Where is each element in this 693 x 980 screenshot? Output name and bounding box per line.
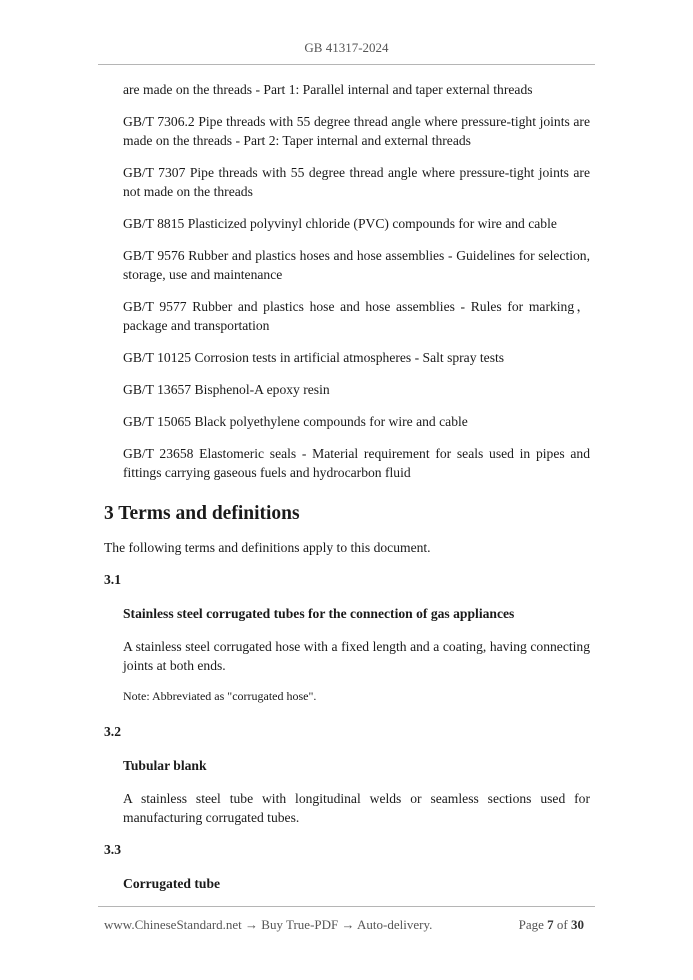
term-definition: A stainless steel tube with longitudinal welds or seamless sections used for manufacturing corrugated tubes. (123, 791, 590, 825)
term-title: Corrugated tube (123, 876, 221, 891)
reference-item: GB/T 9576 Rubber and plastics hoses and hose assemblies - Guidelines for selection, storage, use and maintenance (123, 248, 590, 282)
page-current: 7 (547, 917, 554, 932)
footer-divider (98, 906, 595, 907)
reference-item: GB/T 10125 Corrosion tests in artificial atmospheres - Salt spray tests (123, 350, 505, 365)
page-label: Page (518, 917, 544, 932)
document-header: GB 41317-2024 (304, 40, 389, 55)
footer-source-link[interactable]: www.ChineseStandard.net → Buy True-PDF → Auto-delivery. (104, 917, 433, 932)
reference-item: are made on the threads - Part 1: Parallel internal and taper external threads (123, 82, 533, 97)
reference-item: GB/T 13657 Bisphenol-A epoxy resin (123, 382, 330, 397)
reference-item: GB/T 7306.2 Pipe threads with 55 degree thread angle where pressure-tight joints are made on the threads - Part 2: Taper internal and external threads (123, 114, 590, 148)
page-of: of (556, 917, 568, 932)
term-definition: A stainless steel corrugated hose with a fixed length and a coating, having connecting joints at both ends. (123, 639, 590, 673)
section-intro: The following terms and definitions apply to this document. (104, 540, 431, 555)
section-heading: 3 Terms and definitions (104, 503, 300, 524)
page-indicator (519, 917, 584, 933)
page-body (104, 80, 590, 907)
term-title: Stainless steel corrugated tubes for the connection of gas appliances (123, 606, 515, 621)
reference-item: GB/T 15065 Black polyethylene compounds for wire and cable (123, 414, 468, 429)
reference-item: GB/T 23658 Elastomeric seals - Material requirement for seals used in pipes and fittings carrying gaseous fuels and hydrocarbon fluid (123, 446, 590, 480)
header-divider (98, 64, 595, 65)
term-note: Note: Abbreviated as "corrugated hose". (123, 689, 317, 703)
term-number: 3.1 (104, 572, 121, 587)
page-total: 30 (571, 917, 584, 932)
reference-item: GB/T 9577 Rubber and plastics hose and hose assemblies - Rules for marking，package and transportation (123, 299, 590, 333)
term-title: Tubular blank (123, 758, 207, 773)
reference-item: GB/T 8815 Plasticized polyvinyl chloride (PVC) compounds for wire and cable (123, 216, 557, 231)
reference-item: GB/T 7307 Pipe threads with 55 degree thread angle where pressure-tight joints are not made on the threads (123, 165, 590, 199)
term-number: 3.3 (104, 842, 121, 857)
term-number: 3.2 (104, 724, 121, 739)
